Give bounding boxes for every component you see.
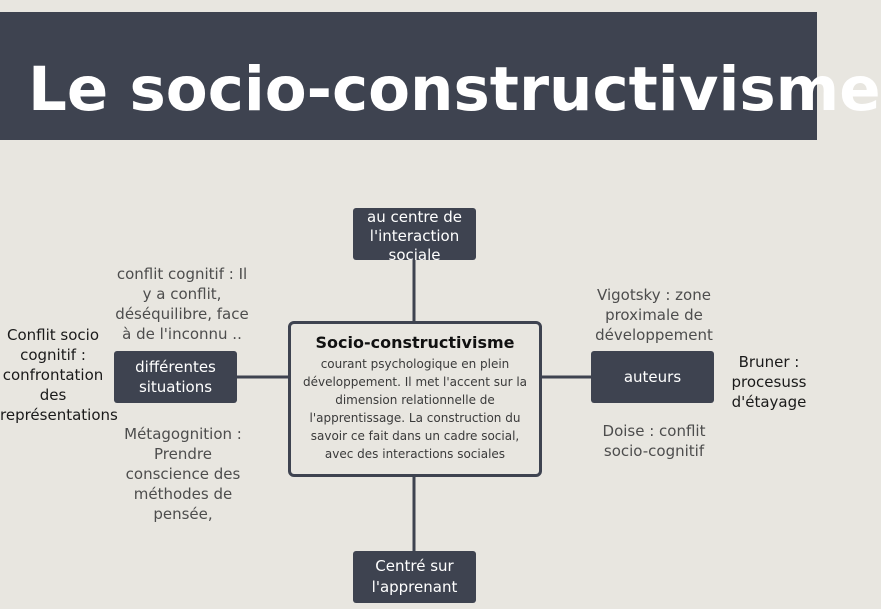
box-right-label: auteurs (623, 368, 682, 386)
central-node-description: courant psychologique en plein développement. Il met l'accent sur la dimension relationnelle de l'apprentissage. La construction du savoir ce fait dans un cadre social, avec des interactions sociales (302, 357, 528, 461)
page-title: Le socio-constructivisme (28, 54, 881, 125)
note-conflit-cognitif: conflit cognitif : Il y a conflit, déséquilibre, face à de l'inconnu .. (115, 265, 249, 343)
note-doise: Doise : conflit socio-cognitif (602, 422, 706, 460)
note-bruner: Bruner : procesuss d'étayage (731, 353, 807, 411)
box-bottom-label: Centré sur l'apprenant (371, 557, 458, 596)
note-conflit-socio-cognitif: Conflit socio cognitif : confrontation des représentations (0, 326, 118, 424)
central-node (288, 321, 542, 477)
note-vigotsky: Vigotsky : zone proximale de développement (595, 286, 713, 344)
box-left (114, 351, 237, 403)
central-node-title: Socio-constructivisme (315, 333, 515, 352)
box-top (353, 208, 476, 264)
box-top-label: au centre de l'interaction sociale (367, 208, 462, 264)
box-bottom (353, 551, 476, 603)
box-left-label: différentes situations (135, 358, 216, 396)
note-metacognition: Métagognition : Prendre conscience des méthodes de pensée, (124, 425, 242, 523)
box-right (591, 351, 714, 403)
